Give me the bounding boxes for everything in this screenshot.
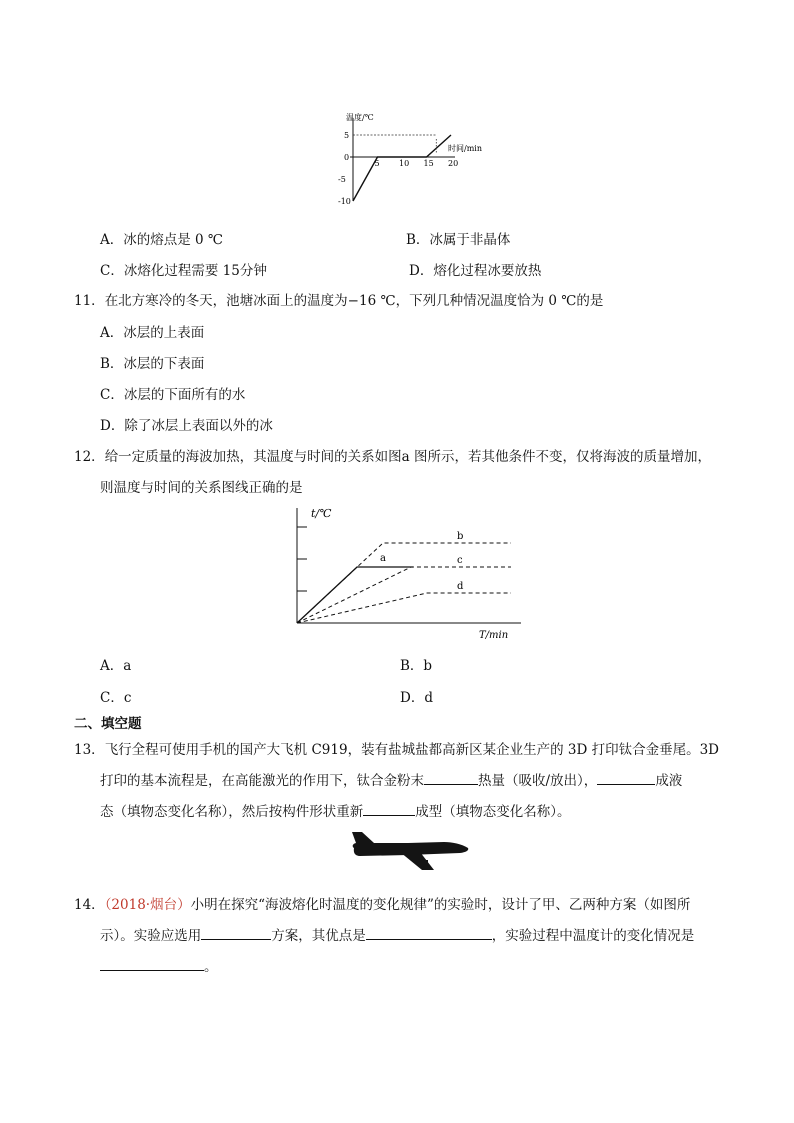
- chart-x-tick-label: 15: [423, 159, 434, 168]
- q11-stem: 11．在北方寒冷的冬天，池塘冰面上的温度为−16 ℃，下列几种情况温度恰为 0 ℃的是: [74, 293, 604, 309]
- q11-option-d[interactable]: D．除了冰层上表面以外的冰: [100, 418, 273, 434]
- q13-blank-1[interactable]: [424, 770, 478, 785]
- chart-x-tick-label: 20: [448, 159, 459, 168]
- q12-curve-b: [297, 543, 511, 623]
- q12-option-d[interactable]: D．d: [400, 690, 433, 706]
- q13-blank-2[interactable]: [597, 770, 655, 785]
- q12-curve-d: [297, 593, 511, 623]
- q12-label-c: c: [457, 555, 463, 566]
- q14-line2: 示）。实验应选用 方案，其优点是 ，实验过程中温度计的变化情况是: [100, 924, 694, 944]
- q14-blank-3[interactable]: [100, 956, 204, 971]
- q11-option-a[interactable]: A．冰层的上表面: [100, 325, 205, 341]
- q12-label-d: d: [457, 581, 464, 592]
- q13-line2: 打印的基本流程是，在高能激光的作用下，钛合金粉末 热量（吸收/放出）， 成液: [100, 769, 682, 789]
- chart-y-tick-label: -5: [338, 175, 346, 184]
- q12-curve-c: [297, 567, 511, 623]
- q14-blank-1[interactable]: [201, 925, 271, 940]
- q12-y-label: t/℃: [311, 507, 332, 520]
- chart-y-label: 温度/℃: [346, 113, 374, 122]
- q12-label-a: a: [380, 553, 386, 564]
- q10-option-b[interactable]: B．冰属于非晶体: [406, 232, 511, 248]
- q13-line1: 13．飞行全程可使用手机的国产大飞机 C919，装有盐城盐都高新区某企业生产的 3D 打印钛合金垂尾。3D: [74, 742, 719, 758]
- q12-option-b[interactable]: B．b: [400, 658, 433, 674]
- q11-option-c[interactable]: C．冰层的下面所有的水: [100, 387, 246, 403]
- q10-option-c[interactable]: C．冰熔化过程需要 15分钟: [100, 263, 267, 279]
- q12-option-c[interactable]: C．c: [100, 690, 132, 706]
- q14-line3: 。: [100, 955, 218, 975]
- chart-x-tick-label: 10: [399, 159, 410, 168]
- chart-x-label: 时间/min: [448, 144, 482, 153]
- q12-option-a[interactable]: A．a: [100, 658, 132, 674]
- chart-y-tick-label: 5: [344, 131, 350, 140]
- section-heading: 二、填空题: [74, 716, 142, 732]
- q14-blank-2[interactable]: [366, 925, 492, 940]
- chart-y-tick-label: -10: [338, 197, 351, 206]
- q12-x-label: T/min: [479, 630, 509, 641]
- q14-line1: 14．（2018·烟台）小明在探究“海波熔化时温度的变化规律”的实验时，设计了甲、乙两种方案（如图所: [74, 897, 691, 913]
- chart-x-tick-label: 5: [374, 159, 380, 168]
- q12-label-b: b: [457, 531, 464, 542]
- airplane-image: [348, 830, 472, 874]
- q11-option-b[interactable]: B．冰层的下表面: [100, 356, 205, 372]
- q13-line3: 态（填物态变化名称），然后按构件形状重新 成型（填物态变化名称）。: [100, 800, 571, 820]
- melting-chart: [330, 108, 500, 208]
- q12-chart: [285, 502, 525, 642]
- q14-source: （2018·烟台）: [104, 897, 191, 913]
- q10-option-a[interactable]: A．冰的熔点是 0 ℃: [100, 232, 224, 248]
- q12-stem-line1: 12．给一定质量的海波加热，其温度与时间的关系如图a 图所示，若其他条件不变，仅将海波的质量增加，: [74, 449, 712, 465]
- q13-blank-3[interactable]: [363, 801, 415, 816]
- chart-y-tick-label: 0: [344, 153, 350, 162]
- q12-stem-line2: 则温度与时间的关系图线正确的是: [100, 480, 303, 496]
- q10-option-d[interactable]: D．熔化过程冰要放热: [409, 263, 542, 279]
- temperature-curve: [353, 135, 451, 201]
